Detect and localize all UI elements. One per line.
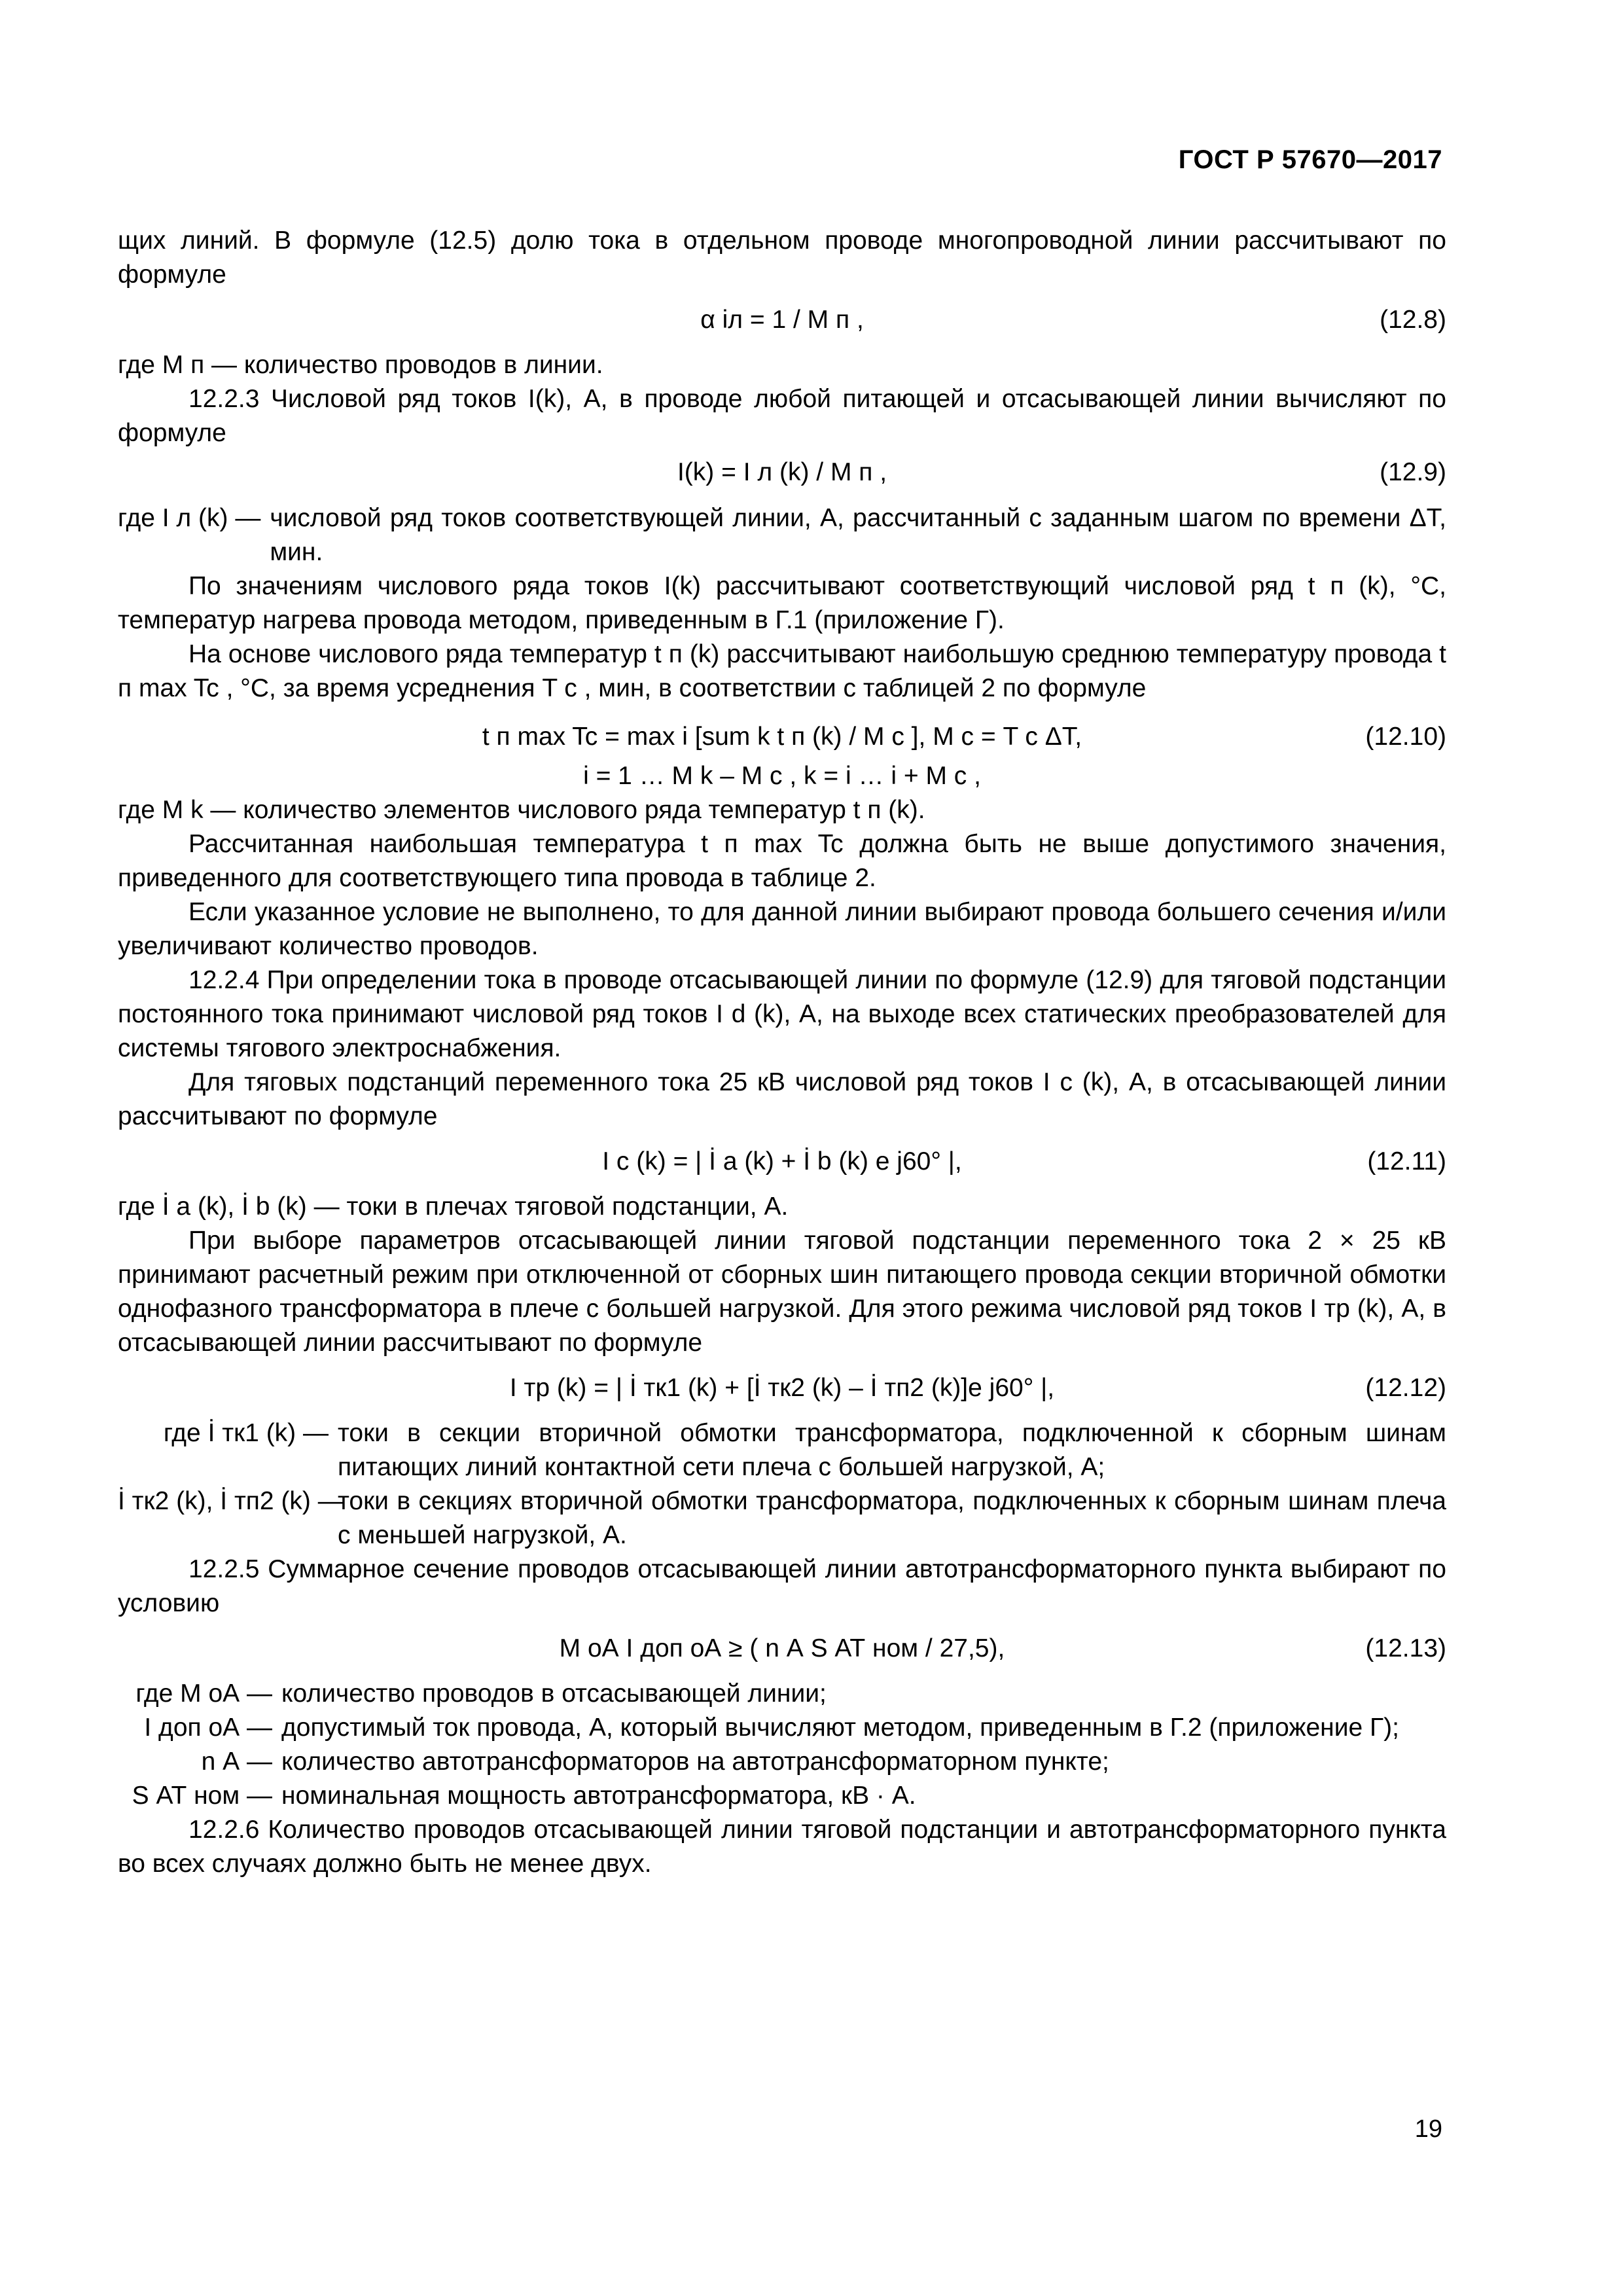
where-symbol: n А — xyxy=(201,1748,272,1776)
where-symbol: İ тк2 (k), İ тп2 (k) — xyxy=(118,1487,344,1515)
formula-number: (12.9) xyxy=(1380,458,1446,486)
formula-number: (12.8) xyxy=(1380,306,1446,334)
where-clause xyxy=(118,1484,1446,1552)
section-12-2-4: 12.2.4 При определении тока в проводе отсасывающей линии по формуле (12.9) для тяговой подстанции постоянного тока принимают числовой ряд токов I d (k), А, на выходе всех статических преобразователей для системы тягового электроснабжения. xyxy=(118,966,1446,1062)
where-text: токи в секциях вторичной обмотки трансформатора, подключенных к сборным шинам плеча с меньшей нагрузкой, А. xyxy=(338,1487,1446,1549)
page-number: 19 xyxy=(1414,2115,1442,2143)
formula-text: α iл = 1 / M п , xyxy=(700,306,864,334)
where-clause xyxy=(118,1779,1446,1813)
formula-text: t п max Tc = max i [sum k t п (k) / M с ], M с = T с ΔT, xyxy=(482,723,1082,751)
where-clause xyxy=(118,1711,1446,1745)
where-clause: где M k — количество элементов числового ряда температур t п (k). xyxy=(118,796,925,824)
formula-12-11 xyxy=(118,1134,1446,1190)
paragraph: На основе числового ряда температур t п (k) рассчитывают наибольшую среднюю температуру провода t п max Tc , °С, за время усреднения T с , мин, в соответствии с таблицей 2 по формуле xyxy=(118,640,1446,702)
section-12-2-5: 12.2.5 Суммарное сечение проводов отсасывающей линии автотрансформаторного пункта выбирают по условию xyxy=(118,1555,1446,1617)
where-clause xyxy=(118,1416,1446,1484)
where-symbol: где I л (k) — xyxy=(118,504,261,532)
formula-number: (12.11) xyxy=(1367,1147,1446,1175)
paragraph: Рассчитанная наибольшая температура t п max Tc должна быть не выше допустимого значения, приведенного для соответствующего типа провода в таблице 2. xyxy=(118,830,1446,892)
where-clause: где İ a (k), İ b (k) — токи в плечах тяговой подстанции, А. xyxy=(118,1193,789,1221)
section-12-2-6: 12.2.6 Количество проводов отсасывающей линии тяговой подстанции и автотрансформаторного пункта во всех случаях должно быть не менее двух. xyxy=(118,1816,1446,1878)
section-12-2-3: 12.2.3 Числовой ряд токов I(k), А, в проводе любой питающей и отсасывающей линии вычисляют по формуле xyxy=(118,385,1446,447)
where-text: токи в секции вторичной обмотки трансформатора, подключенной к сборным шинам питающих линий контактной сети плеча с большей нагрузкой, А; xyxy=(338,1419,1446,1481)
paragraph: При выборе параметров отсасывающей линии тяговой подстанции переменного тока 2 × 25 кВ принимают расчетный режим при отключенной от сборных шин питающего провода секции вторичной обмотки однофазного трансформатора в плече с большей нагрузкой. Для этого режима числовой ряд токов I тр (k), А, в отсасывающей линии рассчитывают по формуле xyxy=(118,1227,1446,1357)
page-body xyxy=(118,224,1446,1881)
where-text: количество автотрансформаторов на автотрансформаторном пункте; xyxy=(281,1748,1109,1776)
formula-12-9 xyxy=(118,450,1446,496)
paragraph: Для тяговых подстанций переменного тока 25 кВ числовой ряд токов I c (k), А, в отсасывающей линии рассчитывают по формуле xyxy=(118,1068,1446,1130)
where-text: допустимый ток провода, А, который вычисляют методом, приведенным в Г.2 (приложение Г); xyxy=(281,1713,1399,1742)
formula-text: I тр (k) = | İ тк1 (k) + [İ тк2 (k) – İ тп2 (k)]e j60° |, xyxy=(509,1374,1055,1402)
paragraph: По значениям числового ряда токов I(k) рассчитывают соответствующий числовой ряд t п (k), °С, температур нагрева провода методом, приведенным в Г.1 (приложение Г). xyxy=(118,572,1446,634)
formula-text-line2: i = 1 … M k – M с , k = i … i + M с , xyxy=(583,762,981,790)
formula-12-8 xyxy=(118,292,1446,348)
where-clause: где M п — количество проводов в линии. xyxy=(118,351,603,379)
formula-number: (12.13) xyxy=(1365,1634,1446,1662)
where-text: номинальная мощность автотрансформатора, кВ · А. xyxy=(281,1782,916,1810)
formula-12-12 xyxy=(118,1360,1446,1416)
where-clause xyxy=(118,1677,1446,1711)
formula-number: (12.12) xyxy=(1365,1374,1446,1402)
where-symbol: S АТ ном — xyxy=(132,1782,272,1810)
where-clause xyxy=(118,501,1446,569)
formula-12-13 xyxy=(118,1621,1446,1677)
document-id: ГОСТ Р 57670—2017 xyxy=(1178,145,1442,174)
where-text: количество проводов в отсасывающей линии; xyxy=(281,1679,827,1708)
paragraph: Если указанное условие не выполнено, то для данной линии выбирают провода большего сечения и/или увеличивают количество проводов. xyxy=(118,898,1446,960)
formula-number: (12.10) xyxy=(1365,723,1446,751)
formula-text: I(k) = I л (k) / M п , xyxy=(677,458,887,486)
where-symbol: I доп оА — xyxy=(144,1713,272,1742)
where-symbol: где İ тк1 (k) — xyxy=(163,1419,329,1447)
paragraph: щих линий. В формуле (12.5) долю тока в отдельном проводе многопроводной линии рассчитывают по формуле xyxy=(118,226,1446,289)
where-symbol: где M оА — xyxy=(135,1679,272,1708)
where-clause xyxy=(118,1745,1446,1779)
formula-text: I c (k) = | İ a (k) + İ b (k) e j60° |, xyxy=(602,1147,962,1175)
formula-text: M оА I доп оА ≥ ( n А S АТ ном / 27,5), xyxy=(559,1634,1005,1662)
formula-12-10 xyxy=(118,706,1446,789)
where-text: числовой ряд токов соответствующей линии, А, рассчитанный с заданным шагом по времени ΔT, мин. xyxy=(270,504,1446,566)
